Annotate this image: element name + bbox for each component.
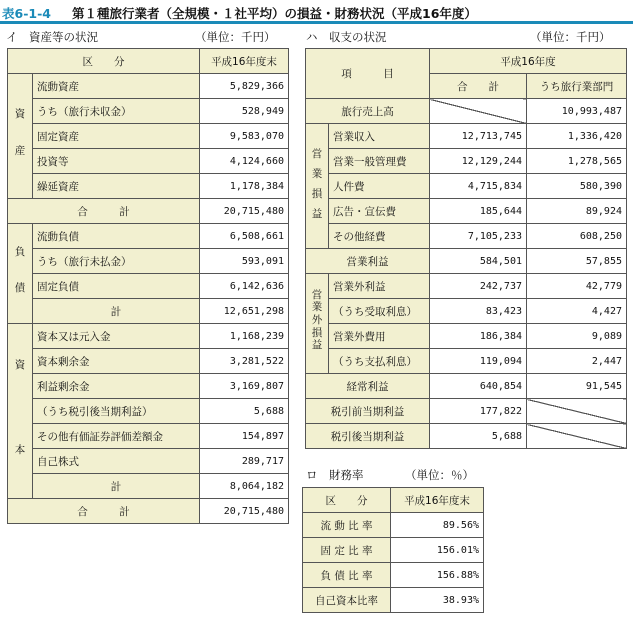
row-label: 営業外費用 [329, 324, 430, 349]
row-label: （うち支払利息） [329, 349, 430, 374]
row-travel: 91,545 [527, 374, 627, 399]
col-header-total: 合 計 [430, 74, 527, 99]
col-header-item: 項 目 [306, 49, 430, 99]
row-total: 584,501 [430, 249, 527, 274]
row-value: 5,829,366 [200, 74, 289, 99]
assets-heading: イ 資産等の状況 [6, 30, 98, 44]
col-header-year: 平成16年度 [430, 49, 627, 74]
row-total: 185,644 [430, 199, 527, 224]
section-non-operating: 営 業 外 損 益 [306, 274, 329, 374]
assets-total-label: 合 計 [8, 199, 200, 224]
row-value: 3,281,522 [200, 349, 289, 374]
row-total: 12,713,745 [430, 124, 527, 149]
row-value: 6,508,661 [200, 224, 289, 249]
ratio-value: 89.56% [391, 513, 484, 538]
row-label: その他経費 [329, 224, 430, 249]
ratio-label: 流 動 比 率 [303, 513, 391, 538]
row-label: （うち税引後当期利益） [33, 399, 200, 424]
row-label: 旅行売上高 [306, 99, 430, 124]
row-label: 流動負債 [33, 224, 200, 249]
row-value: 1,168,239 [200, 324, 289, 349]
row-label: 投資等 [33, 149, 200, 174]
ratio-label: 固 定 比 率 [303, 538, 391, 563]
col-header-value: 平成16年度末 [391, 488, 484, 513]
row-value: 9,583,070 [200, 124, 289, 149]
col-header-item: 区 分 [303, 488, 391, 513]
row-travel: 57,855 [527, 249, 627, 274]
row-value: 5,688 [200, 399, 289, 424]
col-header-value: 平成16年度末 [200, 49, 289, 74]
row-total: 5,688 [430, 424, 527, 449]
row-label: 利益剰余金 [33, 374, 200, 399]
row-label: （うち受取利息） [329, 299, 430, 324]
section-operating: 営 業 損 益 [306, 124, 329, 249]
row-travel: 4,427 [527, 299, 627, 324]
ratio-value: 156.01% [391, 538, 484, 563]
row-label: 税引前当期利益 [306, 399, 430, 424]
row-travel: 580,390 [527, 174, 627, 199]
row-travel: 10,993,487 [527, 99, 627, 124]
ratios-unit: （単位：％） [405, 468, 474, 482]
grand-total-label: 合 計 [8, 499, 200, 524]
capital-subtotal-label: 計 [33, 474, 200, 499]
ratio-value: 38.93% [391, 588, 484, 613]
col-header-item: 区 分 [8, 49, 200, 74]
row-label: 人件費 [329, 174, 430, 199]
row-total: 7,105,233 [430, 224, 527, 249]
row-travel: 2,447 [527, 349, 627, 374]
row-label: 流動資産 [33, 74, 200, 99]
row-travel: 608,250 [527, 224, 627, 249]
row-label: 営業外利益 [329, 274, 430, 299]
row-label: 資本又は元入金 [33, 324, 200, 349]
section-capital: 資 本 [8, 324, 33, 499]
row-label: 固定負債 [33, 274, 200, 299]
row-travel: 1,278,565 [527, 149, 627, 174]
row-label: 営業一般管理費 [329, 149, 430, 174]
liabilities-subtotal-value: 12,651,298 [200, 299, 289, 324]
row-label: 営業利益 [306, 249, 430, 274]
page-title: 第１種旅行業者（全規模・１社平均）の損益・財務状況（平成16年度） [72, 6, 477, 21]
header-rule [0, 21, 633, 24]
row-value: 4,124,660 [200, 149, 289, 174]
row-label: 資本剰余金 [33, 349, 200, 374]
row-total: 12,129,244 [430, 149, 527, 174]
assets-table [7, 48, 289, 524]
row-travel-empty [527, 424, 627, 449]
row-label: 広告・宣伝費 [329, 199, 430, 224]
row-label: 税引後当期利益 [306, 424, 430, 449]
ratio-value: 156.88% [391, 563, 484, 588]
row-total: 242,737 [430, 274, 527, 299]
row-travel: 1,336,420 [527, 124, 627, 149]
income-heading: ハ 収支の状況 [306, 30, 387, 44]
row-value: 528,949 [200, 99, 289, 124]
capital-subtotal-value: 8,064,182 [200, 474, 289, 499]
row-value: 289,717 [200, 449, 289, 474]
row-travel: 9,089 [527, 324, 627, 349]
grand-total-value: 20,715,480 [200, 499, 289, 524]
row-label: 固定資産 [33, 124, 200, 149]
section-assets: 資 産 [8, 74, 33, 199]
row-label: うち（旅行未払金） [33, 249, 200, 274]
row-total: 83,423 [430, 299, 527, 324]
row-total: 640,854 [430, 374, 527, 399]
row-travel: 89,924 [527, 199, 627, 224]
ratios-table [302, 487, 484, 613]
row-value: 6,142,636 [200, 274, 289, 299]
row-value: 154,897 [200, 424, 289, 449]
row-total: 186,384 [430, 324, 527, 349]
ratio-label: 自己資本比率 [303, 588, 391, 613]
col-header-travel: うち旅行業部門 [527, 74, 627, 99]
income-table [305, 48, 627, 449]
row-label: うち（旅行未収金） [33, 99, 200, 124]
row-value: 3,169,807 [200, 374, 289, 399]
ratio-label: 負 債 比 率 [303, 563, 391, 588]
row-label: 経常利益 [306, 374, 430, 399]
row-travel-empty [527, 399, 627, 424]
row-total: 4,715,834 [430, 174, 527, 199]
row-label: 繰延資産 [33, 174, 200, 199]
assets-total-value: 20,715,480 [200, 199, 289, 224]
row-value: 593,091 [200, 249, 289, 274]
row-total: 177,822 [430, 399, 527, 424]
row-travel: 42,779 [527, 274, 627, 299]
assets-unit: （単位：千円） [195, 30, 276, 44]
row-label: その他有価証券評価差額金 [33, 424, 200, 449]
row-label: 自己株式 [33, 449, 200, 474]
table-code: 表6-1-4 [2, 6, 51, 21]
liabilities-subtotal-label: 計 [33, 299, 200, 324]
row-total-empty [430, 99, 527, 124]
row-total: 119,094 [430, 349, 527, 374]
row-label: 営業収入 [329, 124, 430, 149]
income-unit: （単位：千円） [530, 30, 611, 44]
section-liabilities: 負 債 [8, 224, 33, 324]
ratios-heading: ロ 財務率 [306, 468, 364, 482]
row-value: 1,178,384 [200, 174, 289, 199]
